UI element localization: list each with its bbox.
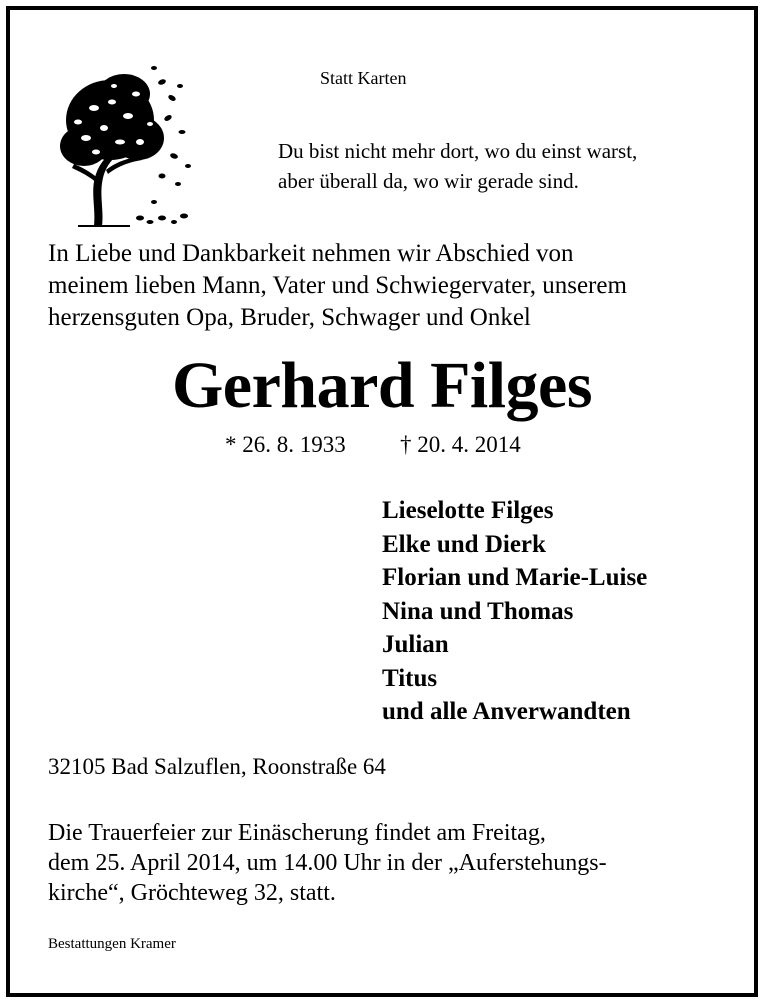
windblown-tree-icon	[50, 58, 195, 230]
intro-text	[48, 238, 627, 334]
ceremony-info	[48, 818, 607, 908]
obituary-frame	[6, 6, 758, 997]
quote-line: aber überall da, wo wir gerade sind.	[278, 169, 579, 193]
family-member: Nina und Thomas	[382, 597, 574, 625]
family-member: Titus	[382, 664, 438, 692]
undertaker: Bestattungen Kramer	[48, 936, 176, 952]
ceremony-line: Die Trauerfeier zur Einäscherung findet am Freitag,	[48, 820, 546, 846]
family-list	[382, 494, 647, 729]
family-member: Lieselotte Filges	[382, 497, 554, 524]
ceremony-line: kirche“, Gröchteweg 32, statt.	[48, 880, 336, 906]
statt-karten: Statt Karten	[320, 68, 407, 88]
intro-line: herzensguten Opa, Bruder, Schwager und Onkel	[48, 304, 531, 331]
intro-line: meinem lieben Mann, Vater und Schwiegervater, unserem	[48, 272, 627, 299]
ceremony-line: dem 25. April 2014, um 14.00 Uhr in der „Auferstehungs-	[48, 850, 607, 876]
family-member: Elke und Dierk	[382, 530, 546, 558]
intro-line: In Liebe und Dankbarkeit nehmen wir Abschied von	[48, 240, 574, 267]
family-member: und alle Anverwandten	[382, 698, 631, 725]
family-member: Julian	[382, 631, 449, 658]
address: 32105 Bad Salzuflen, Roonstraße 64	[48, 754, 386, 779]
family-member: Florian und Marie-Luise	[382, 564, 648, 591]
death-date: † 20. 4. 2014	[400, 432, 521, 457]
deceased-name: Gerhard Filges	[171, 349, 593, 422]
quote	[278, 136, 637, 196]
birth-date: * 26. 8. 1933	[225, 432, 346, 457]
quote-line: Du bist nicht mehr dort, wo du einst warst,	[278, 139, 638, 163]
